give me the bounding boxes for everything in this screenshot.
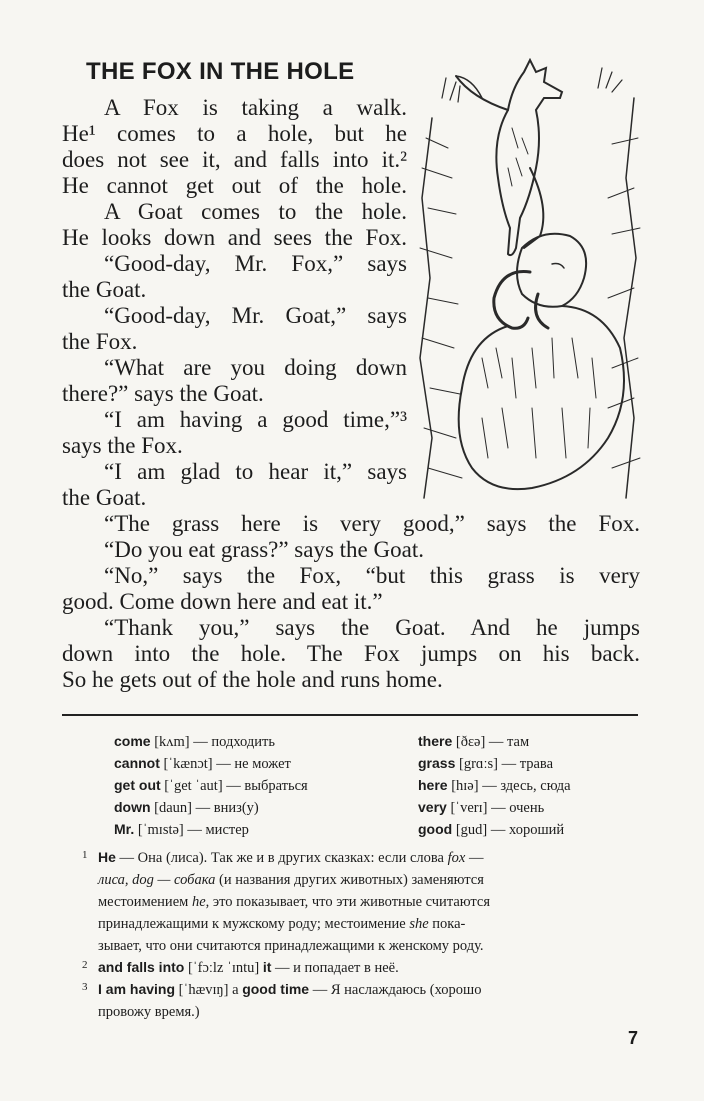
story-line: the Goat. (62, 277, 147, 302)
vocab-definition: [kʌm] — подходить (154, 734, 275, 750)
vocab-definition: [gud] — хороший (455, 822, 565, 838)
footnote-term-italic: fox (447, 850, 466, 866)
story-line: the Goat. (62, 485, 147, 510)
story-line: “Good-day, Mr. Goat,” says (104, 303, 407, 328)
story-line: He looks down and sees the Fox. (62, 225, 407, 250)
vocab-entry (418, 774, 571, 797)
story-line: down into the hole. The Fox jumps on his back. (62, 641, 640, 666)
vocab-definition: [ˈmɪstə] — мистер (137, 822, 249, 838)
footnote-text: зывает, что они считаются принадлежащими к женскому роду. (98, 938, 484, 954)
story-line: “I am having a good time,”³ (104, 407, 407, 432)
footnote-phonetic: [ˈfɔːlz ˈɪntu] (187, 960, 260, 976)
vocab-definition: [ˈget ˈaut] — выбраться (164, 778, 308, 794)
story-line: “Thank you,” says the Goat. And he jumps (104, 615, 640, 640)
vocab-word: grass (418, 755, 456, 771)
footnote-text: — собака (157, 872, 216, 888)
story-line: So he gets out of the hole and runs home. (62, 667, 443, 692)
footnote-3 (82, 978, 638, 1023)
vocab-entry (418, 752, 553, 775)
footnote-text: — Я наслаждаюсь (хорошо (312, 982, 482, 998)
vocab-entry (114, 796, 259, 819)
footnote-term: and falls into (98, 959, 185, 975)
footnote-text: — Она (лиса). Так же и в других сказках: если слова (119, 850, 444, 866)
story-line: does not see it, and falls into it.² (62, 147, 407, 172)
vocab-definition: [ˈverɪ] — очень (450, 800, 545, 816)
story-line: “What are you doing down (104, 355, 407, 380)
vocab-word: good (418, 821, 453, 837)
vocab-entry (114, 730, 275, 753)
page-title: THE FOX IN THE HOLE (86, 58, 355, 85)
story-line: the Fox. (62, 329, 138, 354)
footnote-text: , это показывает, что эти животные считаются (205, 894, 491, 910)
vocab-word: very (418, 799, 447, 815)
story-line: “Good-day, Mr. Fox,” says (104, 251, 407, 276)
footnote-1: 1 He — Она (лиса). Так же и в других сказках: если слова fox — лиса, dog — собака (и названия других животных) заменяются местоимением he, это показывает, что эти животные считаются принадлежащими к мужскому роду; местоимение she пока- зывает, что они считаются принадлежащими к женскому роду. (98, 846, 638, 957)
story-line: He cannot get out of the hole. (62, 173, 407, 198)
footnote-term-italic: she (409, 916, 429, 932)
vocab-word: Mr. (114, 821, 135, 837)
footnote-term: it (262, 959, 272, 975)
footnote-text: пока- (432, 916, 466, 932)
vocab-entry (114, 818, 249, 841)
vocab-definition: [daun] — вниз(у) (154, 800, 259, 816)
story-line: “The grass here is very good,” says the Fox. (104, 511, 640, 536)
vocab-definition: [ˈkænɔt] — не может (163, 756, 291, 772)
vocab-definition: [grɑːs] — трава (458, 756, 554, 772)
footnote-term: good time (242, 981, 310, 997)
vocab-definition: [ðɛə] — там (455, 734, 530, 750)
vocab-word: cannot (114, 755, 160, 771)
story-line: says the Fox. (62, 433, 183, 458)
footnote-number: 1 (82, 849, 88, 861)
vocab-word: get out (114, 777, 161, 793)
story-line: A Goat comes to the hole. (104, 199, 407, 224)
footnote-text: лиса, (98, 872, 129, 888)
footnote-text: принадлежащими к мужскому роду; местоимение (98, 916, 406, 932)
page-number: 7 (628, 1028, 639, 1048)
story-line: good. Come down here and eat it.” (62, 589, 383, 614)
vocab-entry (418, 796, 544, 819)
footnote-phonetic: [ˈhævɪŋ] a (178, 982, 239, 998)
footnote-text: провожу время.) (98, 1004, 200, 1020)
vocab-word: there (418, 733, 453, 749)
vocab-word: here (418, 777, 448, 793)
divider-rule (62, 714, 638, 716)
vocab-entry (114, 774, 308, 797)
vocab-entry (418, 730, 529, 753)
vocab-entry (114, 752, 291, 775)
story-line: “Do you eat grass?” says the Goat. (104, 537, 424, 562)
vocab-word: come (114, 733, 151, 749)
footnote-term-italic: dog (132, 872, 154, 888)
story-line: there?” says the Goat. (62, 381, 264, 406)
story-line: A Fox is taking a walk. (104, 95, 407, 120)
vocab-word: down (114, 799, 151, 815)
story-line: “No,” says the Fox, “but this grass is very (104, 563, 640, 588)
story-line: “I am glad to hear it,” says (104, 459, 407, 484)
footnote-term-italic: he (191, 894, 206, 910)
vocab-entry (418, 818, 564, 841)
footnote-text: (и названия других животных) заменяются (219, 872, 484, 888)
footnote-number: 2 (82, 959, 88, 971)
footnote-term: I am having (98, 981, 176, 997)
fox-and-goat-illustration (412, 58, 644, 506)
footnote-term: He (98, 849, 116, 865)
footnote-number: 3 (82, 981, 88, 993)
story-line: He¹ comes to a hole, but he (62, 121, 407, 146)
vocab-definition: [hɪə] — здесь, сюда (451, 778, 571, 794)
footnote-2 (82, 956, 638, 979)
footnote-text: местоимением (98, 894, 189, 910)
footnote-text: — и попадает в неё. (275, 960, 399, 976)
